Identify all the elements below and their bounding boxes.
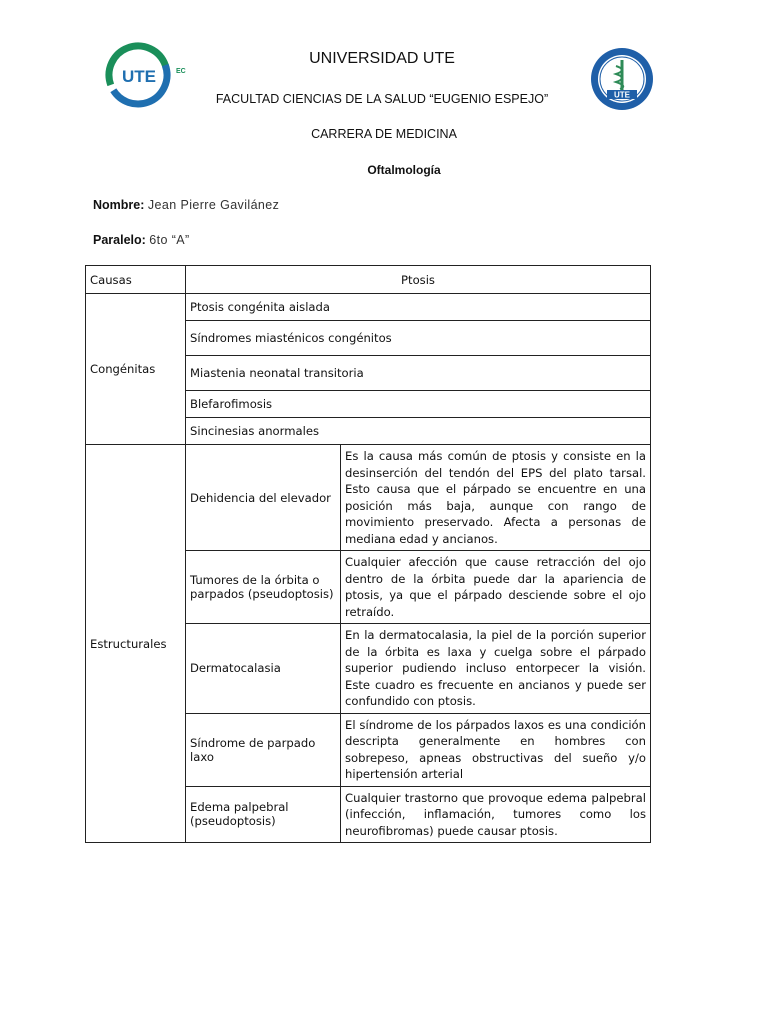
faculty-title: FACULTAD CIENCIAS DE LA SALUD “EUGENIO ESPEJO” — [215, 92, 549, 106]
table-row — [86, 445, 651, 551]
structural-cause-name: Dehidencia del elevador — [186, 445, 341, 551]
category-congenital: Congénitas — [86, 294, 186, 445]
table-row — [86, 294, 651, 321]
ptosis-causes-table — [85, 265, 651, 843]
congenital-item: Blefarofimosis — [186, 391, 651, 418]
congenital-item: Síndromes miasténicos congénitos — [186, 321, 651, 356]
structural-cause-name: Dermatocalasia — [186, 624, 341, 714]
structural-cause-name: Tumores de la órbita o parpados (pseudoptosis) — [186, 551, 341, 624]
congenital-item: Miastenia neonatal transitoria — [186, 356, 651, 391]
ute-logo-suffix: EC — [176, 68, 186, 75]
faculty-seal-text: UTE — [614, 90, 630, 100]
name-value: Jean Pierre Gavilánez — [147, 198, 280, 212]
structural-cause-name: Edema palpebral (pseudoptosis) — [186, 786, 341, 843]
structural-cause-description: En la dermatocalasia, la piel de la porción superior de la órbita es laxa y cuelga sobre el párpado superior pudiendo incluso entorpecer la visión. Este cuadro es frecuente en ancianos y puede ser confundido con ptosis. — [341, 624, 651, 714]
parallel-line — [93, 233, 190, 247]
table-header-row — [86, 266, 651, 294]
university-title: UNIVERSIDAD UTE — [309, 50, 455, 67]
student-name-line — [93, 198, 279, 212]
structural-cause-description: Cualquier trastorno que provoque edema palpebral (infección, inflamación, tumores como los neurofibromas) puede causar ptosis. — [341, 786, 651, 843]
col-header-causes: Causas — [86, 266, 186, 294]
structural-cause-description: El síndrome de los párpados laxos es una condición descripta generalmente en hombres con sobrepeso, apneas obstructivas del sueño y/o hipertensión arterial — [341, 713, 651, 786]
parallel-label: Paralelo: — [93, 233, 146, 247]
name-label: Nombre: — [93, 198, 145, 212]
parallel-value: 6to “A” — [149, 233, 190, 247]
structural-cause-description: Es la causa más común de ptosis y consiste en la desinserción del tendón del EPS del plato tarsal. Esto causa que el párpado se encuentre en una posición más baja, aunque con rango de movimiento preservado. Afecta a personas de mediana edad y ancianos. — [341, 445, 651, 551]
congenital-item: Ptosis congénita aislada — [186, 294, 651, 321]
congenital-item: Sincinesias anormales — [186, 418, 651, 445]
col-header-ptosis: Ptosis — [186, 266, 651, 294]
career-title: CARRERA DE MEDICINA — [311, 127, 457, 141]
structural-cause-name: Síndrome de parpado laxo — [186, 713, 341, 786]
category-structural: Estructurales — [86, 445, 186, 843]
structural-cause-description: Cualquier afección que cause retracción del ojo dentro de la órbita puede dar la apariencia de ptosis, ya que el párpado desciende sobre el ojo retraído. — [341, 551, 651, 624]
subject-title: Oftalmología — [367, 163, 441, 177]
ute-logo-text: UTE — [122, 67, 156, 86]
